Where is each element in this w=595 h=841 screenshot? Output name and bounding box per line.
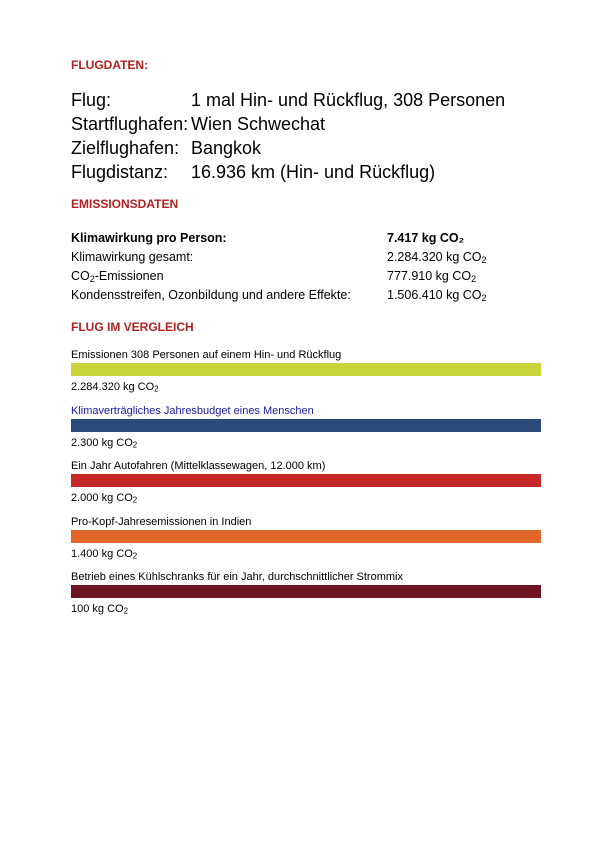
flight-value: 1 mal Hin- und Rückflug, 308 Personen <box>191 90 506 110</box>
comparison-heading: FLUG IM VERGLEICH <box>71 320 194 334</box>
comparison-label: Betrieb eines Kühlschranks für ein Jahr, durchschnittlicher Strommix <box>71 571 403 583</box>
comparison-label: Ein Jahr Autofahren (Mittelklassewagen, 12.000 km) <box>71 460 326 472</box>
destination-airport-row <box>71 136 505 160</box>
flight-label: Flug: <box>71 90 112 110</box>
comparison-item <box>71 570 541 626</box>
comparison-bar <box>71 585 541 598</box>
comparison-item <box>71 515 541 571</box>
flight-distance-row <box>71 160 505 184</box>
comparison-value: 2.300 kg $CO_2$ <box>71 436 138 450</box>
emissions-block <box>71 229 487 305</box>
comparison-item <box>71 404 541 460</box>
comparison-bar <box>71 363 541 376</box>
flight-row <box>71 88 505 112</box>
departure-airport-row <box>71 112 505 136</box>
comparison-block <box>71 348 541 626</box>
per-person-row <box>71 229 487 248</box>
destination-airport-label: Zielflughafen: <box>71 138 180 158</box>
other-effects-row <box>71 286 487 305</box>
per-person-value: 7.417 kg CO₂ <box>387 231 465 245</box>
comparison-value: 2.284.320 kg $CO_2$ <box>71 381 159 394</box>
emissions-heading: EMISSIONSDATEN <box>71 197 179 211</box>
destination-airport-value: Bangkok <box>191 138 262 158</box>
comparison-value: 100 kg $CO_2$ <box>71 603 128 616</box>
comparison-bar <box>71 419 541 432</box>
other-effects-label: Kondensstreifen, Ozonbildung und andere Effekte: <box>71 288 351 302</box>
total-label: Klimawirkung gesamt: <box>71 250 194 264</box>
other-effects-value: 1.506.410 kg $CO_2$ <box>387 288 487 303</box>
flight-data-block <box>71 88 505 184</box>
comparison-value: 2.000 kg $CO_2$ <box>71 492 138 505</box>
comparison-link[interactable]: Klimaverträgliches Jahresbudget eines Menschen <box>71 404 314 417</box>
comparison-value: 1.400 kg $CO_2$ <box>71 547 138 561</box>
departure-airport-label: Startflughafen: <box>71 114 189 134</box>
total-row <box>71 248 487 267</box>
comparison-label: Emissionen 308 Personen auf einem Hin- und Rückflug <box>71 349 342 361</box>
flight-distance-label: Flugdistanz: <box>71 162 169 182</box>
co2-label: $CO_2$-Emissionen <box>71 269 164 284</box>
comparison-item <box>71 348 541 404</box>
flight-distance-value: 16.936 km (Hin- und Rückflug) <box>191 162 436 182</box>
comparison-label: Pro-Kopf-Jahresemissionen in Indien <box>71 515 252 528</box>
flight-data-heading: FLUGDATEN: <box>71 58 149 72</box>
per-person-label: Klimawirkung pro Person: <box>71 231 227 245</box>
comparison-bar <box>71 530 541 543</box>
co2-value: 777.910 kg $CO_2$ <box>387 269 477 284</box>
total-value: 2.284.320 kg $CO_2$ <box>387 250 487 265</box>
co2-row <box>71 267 487 286</box>
comparison-item <box>71 459 541 515</box>
comparison-bar <box>71 474 541 487</box>
departure-airport-value: Wien Schwechat <box>191 114 326 134</box>
